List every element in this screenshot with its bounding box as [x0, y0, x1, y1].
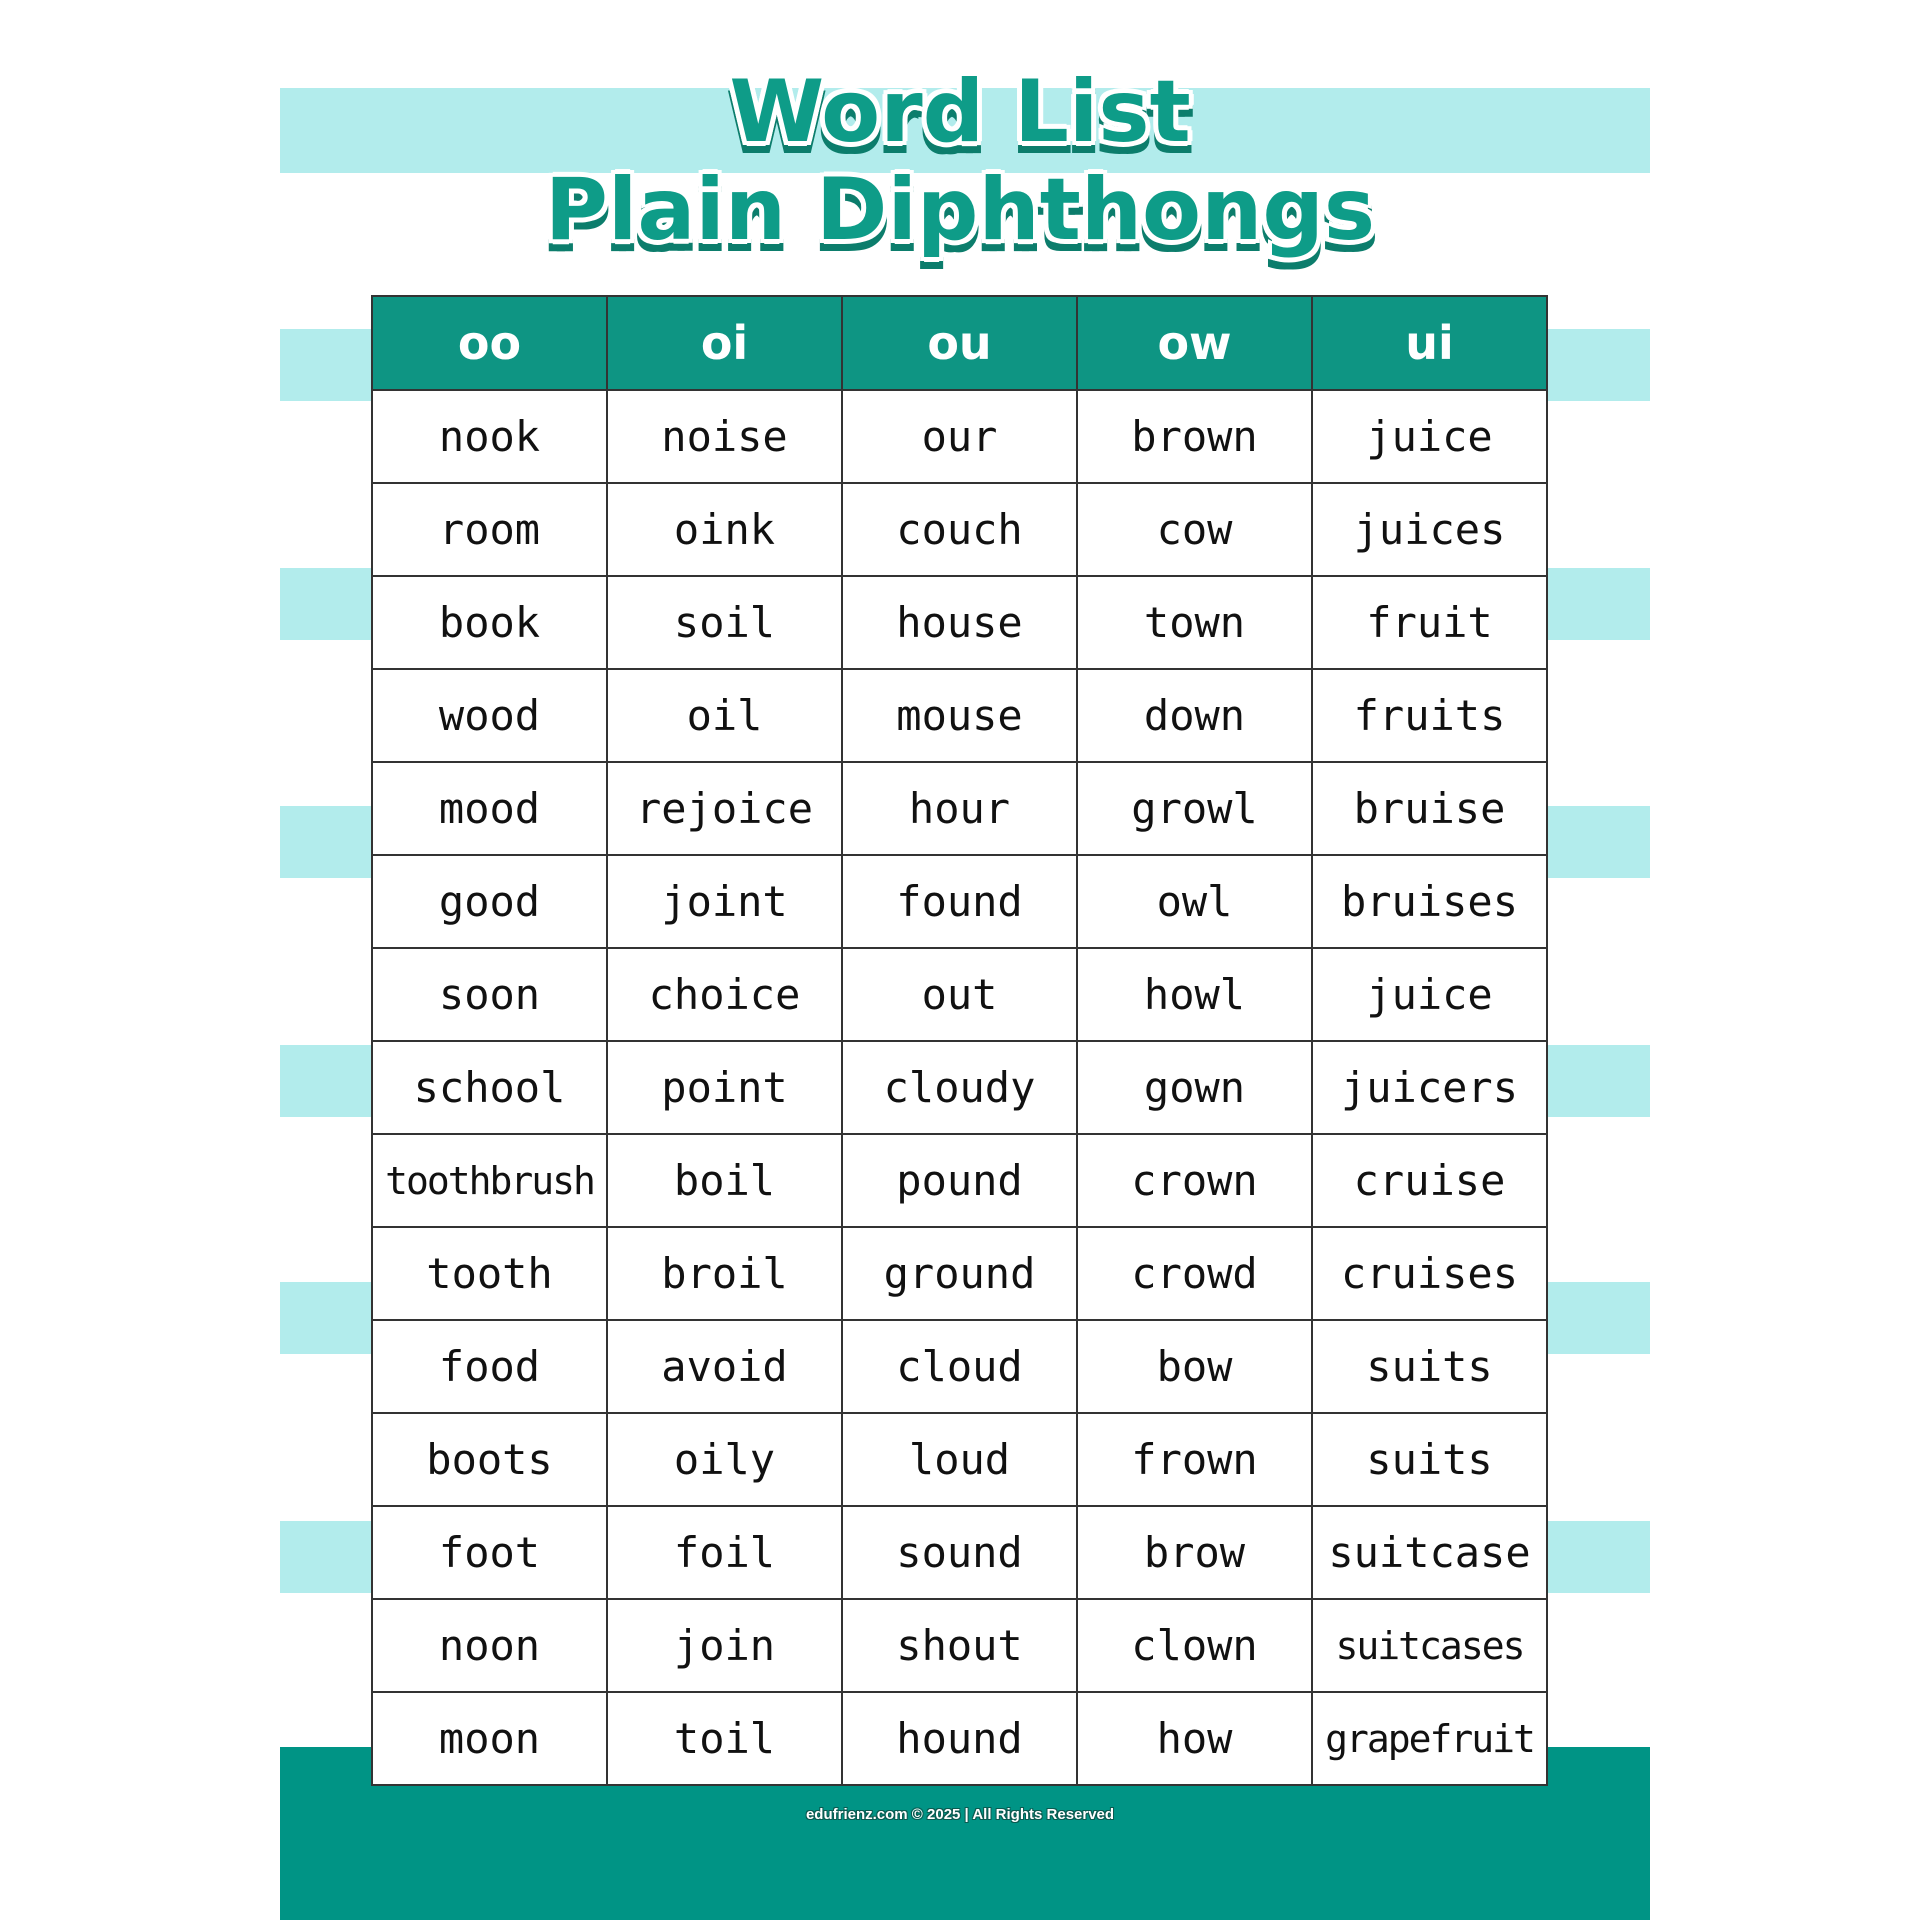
word-cell: oink: [607, 483, 842, 576]
word-cell: room: [372, 483, 607, 576]
word-cell: house: [842, 576, 1077, 669]
word-cell: our: [842, 390, 1077, 483]
word-cell: juice: [1312, 948, 1547, 1041]
column-header-oi: oi: [607, 296, 842, 390]
word-cell: brown: [1077, 390, 1312, 483]
word-cell: hour: [842, 762, 1077, 855]
word-cell: choice: [607, 948, 842, 1041]
word-cell: cruise: [1312, 1134, 1547, 1227]
word-cell: pound: [842, 1134, 1077, 1227]
word-cell: bow: [1077, 1320, 1312, 1413]
table-row: [372, 576, 1547, 669]
word-cell: grapefruit: [1312, 1692, 1547, 1785]
word-cell: growl: [1077, 762, 1312, 855]
table-row: [372, 855, 1547, 948]
word-cell: soil: [607, 576, 842, 669]
table-row: [372, 1413, 1547, 1506]
word-cell: fruit: [1312, 576, 1547, 669]
word-cell: foot: [372, 1506, 607, 1599]
table-row: [372, 483, 1547, 576]
word-cell: juice: [1312, 390, 1547, 483]
word-cell: crowd: [1077, 1227, 1312, 1320]
table-row: [372, 669, 1547, 762]
word-cell: join: [607, 1599, 842, 1692]
table-row: [372, 1227, 1547, 1320]
word-cell: sound: [842, 1506, 1077, 1599]
word-cell: mood: [372, 762, 607, 855]
word-cell: gown: [1077, 1041, 1312, 1134]
word-cell: rejoice: [607, 762, 842, 855]
table-row: [372, 762, 1547, 855]
word-cell: suitcases: [1312, 1599, 1547, 1692]
table-row: [372, 1506, 1547, 1599]
word-cell: nook: [372, 390, 607, 483]
column-header-ui: ui: [1312, 296, 1547, 390]
word-cell: broil: [607, 1227, 842, 1320]
copyright-text: edufrienz.com © 2025 | All Rights Reserved: [805, 1806, 1115, 1823]
word-cell: book: [372, 576, 607, 669]
word-cell: found: [842, 855, 1077, 948]
table-row: [372, 390, 1547, 483]
word-cell: school: [372, 1041, 607, 1134]
word-cell: point: [607, 1041, 842, 1134]
table-row: [372, 1134, 1547, 1227]
word-cell: joint: [607, 855, 842, 948]
word-cell: fruits: [1312, 669, 1547, 762]
word-cell: clown: [1077, 1599, 1312, 1692]
word-cell: boil: [607, 1134, 842, 1227]
column-header-ow: ow: [1077, 296, 1312, 390]
word-cell: how: [1077, 1692, 1312, 1785]
column-header-oo: oo: [372, 296, 607, 390]
header-row: [372, 296, 1547, 390]
word-cell: bruises: [1312, 855, 1547, 948]
word-cell: suitcase: [1312, 1506, 1547, 1599]
word-cell: mouse: [842, 669, 1077, 762]
word-cell: brow: [1077, 1506, 1312, 1599]
word-cell: toothbrush: [372, 1134, 607, 1227]
word-cell: noon: [372, 1599, 607, 1692]
word-cell: town: [1077, 576, 1312, 669]
word-cell: toil: [607, 1692, 842, 1785]
word-cell: howl: [1077, 948, 1312, 1041]
word-cell: avoid: [607, 1320, 842, 1413]
title-word-list: Word List: [729, 62, 1191, 162]
word-cell: shout: [842, 1599, 1077, 1692]
word-cell: cow: [1077, 483, 1312, 576]
word-cell: oily: [607, 1413, 842, 1506]
word-cell: noise: [607, 390, 842, 483]
word-cell: cloud: [842, 1320, 1077, 1413]
word-cell: tooth: [372, 1227, 607, 1320]
word-cell: owl: [1077, 855, 1312, 948]
word-table: [371, 295, 1548, 1786]
word-cell: bruise: [1312, 762, 1547, 855]
word-cell: hound: [842, 1692, 1077, 1785]
table-row: [372, 1041, 1547, 1134]
word-cell: suits: [1312, 1413, 1547, 1506]
word-cell: loud: [842, 1413, 1077, 1506]
word-cell: down: [1077, 669, 1312, 762]
word-cell: oil: [607, 669, 842, 762]
word-cell: suits: [1312, 1320, 1547, 1413]
word-cell: soon: [372, 948, 607, 1041]
word-cell: foil: [607, 1506, 842, 1599]
word-cell: frown: [1077, 1413, 1312, 1506]
word-cell: out: [842, 948, 1077, 1041]
word-cell: wood: [372, 669, 607, 762]
word-cell: juices: [1312, 483, 1547, 576]
column-header-ou: ou: [842, 296, 1077, 390]
word-cell: moon: [372, 1692, 607, 1785]
word-cell: couch: [842, 483, 1077, 576]
table-row: [372, 1599, 1547, 1692]
word-cell: boots: [372, 1413, 607, 1506]
table-row: [372, 1692, 1547, 1785]
word-cell: ground: [842, 1227, 1077, 1320]
table-row: [372, 948, 1547, 1041]
word-cell: good: [372, 855, 607, 948]
word-cell: food: [372, 1320, 607, 1413]
word-cell: juicers: [1312, 1041, 1547, 1134]
title-plain-diphthongs: Plain Diphthongs: [544, 160, 1376, 260]
table-row: [372, 1320, 1547, 1413]
word-cell: crown: [1077, 1134, 1312, 1227]
word-cell: cloudy: [842, 1041, 1077, 1134]
word-cell: cruises: [1312, 1227, 1547, 1320]
